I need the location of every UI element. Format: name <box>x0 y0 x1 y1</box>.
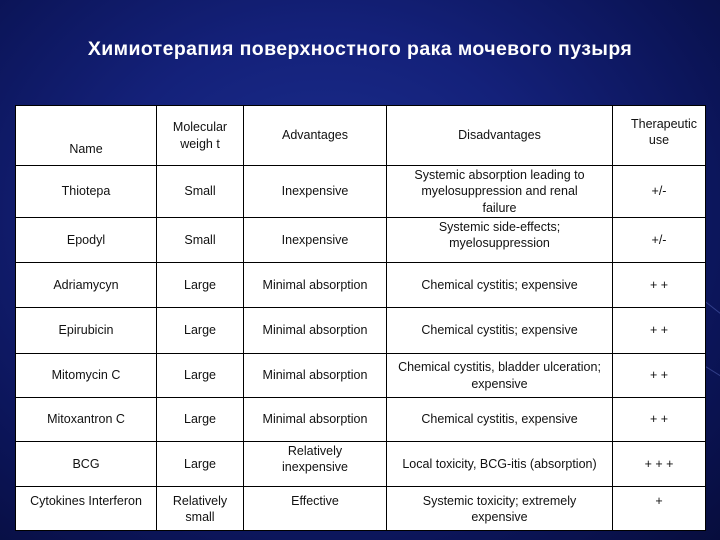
cell-use: + <box>613 487 706 531</box>
cell-name: Adriamycyn <box>16 263 157 308</box>
cell-weight: Large <box>157 308 244 354</box>
table-row <box>16 354 706 398</box>
cell-disadvantages: Chemical cystitis; expensive <box>387 263 613 308</box>
header-advantages: Advantages <box>244 106 387 166</box>
chemotherapy-table <box>15 105 706 531</box>
cell-weight: Small <box>157 218 244 263</box>
cell-use: + + + <box>613 442 706 487</box>
cell-weight: Large <box>157 354 244 398</box>
cell-advantages: Minimal absorption <box>244 398 387 442</box>
cell-advantages: Minimal absorption <box>244 354 387 398</box>
header-therapeutic-use: Therapeutic use <box>613 106 706 166</box>
cell-advantages: Minimal absorption <box>244 263 387 308</box>
table-row <box>16 487 706 531</box>
cell-advantages: Minimal absorption <box>244 308 387 354</box>
cell-name: Mitomycin C <box>16 354 157 398</box>
cell-disadvantages: Systemic absorption leading to myelosuppression and renal failure <box>387 166 613 218</box>
cell-weight: Relatively small <box>157 487 244 531</box>
cell-disadvantages: Systemic toxicity; extremely expensive <box>387 487 613 531</box>
cell-weight: Large <box>157 442 244 487</box>
cell-use: + + <box>613 263 706 308</box>
cell-advantages: Effective <box>244 487 387 531</box>
cell-name: Epodyl <box>16 218 157 263</box>
cell-advantages: Inexpensive <box>244 218 387 263</box>
cell-advantages: Relatively inexpensive <box>244 442 387 487</box>
cell-use: + + <box>613 354 706 398</box>
cell-advantages: Inexpensive <box>244 166 387 218</box>
cell-name: Thiotepa <box>16 166 157 218</box>
cell-disadvantages: Chemical cystitis, expensive <box>387 398 613 442</box>
table-row <box>16 398 706 442</box>
cell-weight: Large <box>157 263 244 308</box>
table-row <box>16 442 706 487</box>
cell-use: +/- <box>613 218 706 263</box>
header-molecular-weight: Molecular weigh t <box>157 106 244 166</box>
table-header-row <box>16 106 706 166</box>
cell-use: + + <box>613 308 706 354</box>
cell-use: +/- <box>613 166 706 218</box>
cell-disadvantages: Chemical cystitis; expensive <box>387 308 613 354</box>
header-name: Name <box>16 106 157 166</box>
slide-title: Химиотерапия поверхностного рака мочевого пузыря <box>87 38 633 60</box>
cell-disadvantages: Chemical cystitis, bladder ulceration; expensive <box>387 354 613 398</box>
cell-weight: Small <box>157 166 244 218</box>
cell-name: Epirubicin <box>16 308 157 354</box>
cell-name: BCG <box>16 442 157 487</box>
cell-name: Cytokines Interferon <box>16 487 157 531</box>
table-row <box>16 263 706 308</box>
cell-weight: Large <box>157 398 244 442</box>
header-disadvantages: Disadvantages <box>387 106 613 166</box>
cell-name: Mitoxantron C <box>16 398 157 442</box>
cell-disadvantages: Local toxicity, BCG-itis (absorption) <box>387 442 613 487</box>
cell-disadvantages: Systemic side-effects; myelosuppression <box>387 218 613 263</box>
table-row <box>16 308 706 354</box>
table-row <box>16 166 706 218</box>
cell-use: + + <box>613 398 706 442</box>
table-row <box>16 218 706 263</box>
